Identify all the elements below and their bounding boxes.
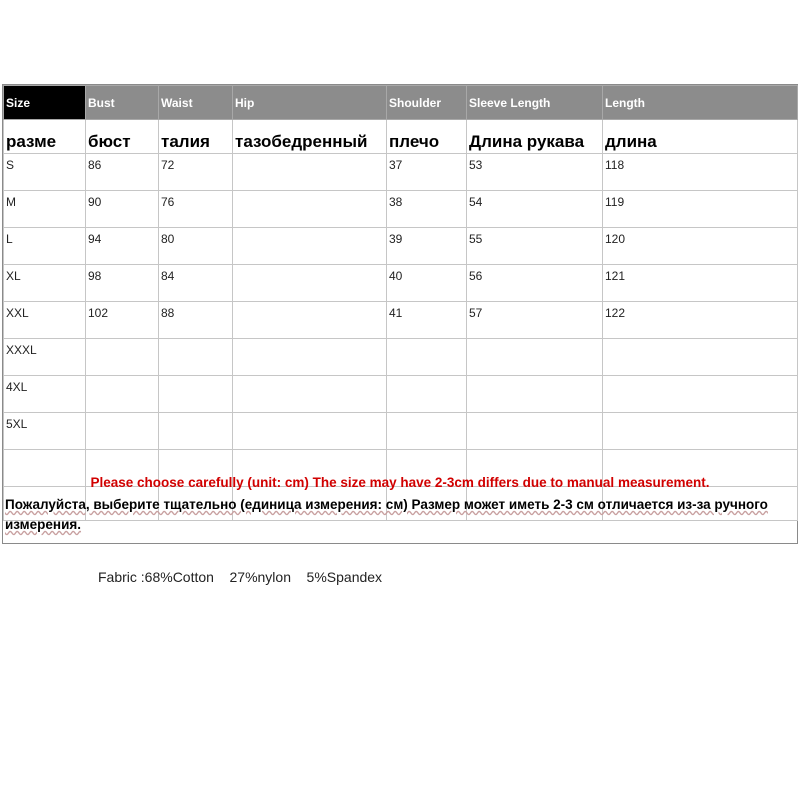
size-row-cell: 88 bbox=[159, 302, 233, 339]
size-row-cell bbox=[233, 376, 387, 413]
size-row-cell bbox=[86, 413, 159, 450]
size-row-cell: S bbox=[4, 154, 86, 191]
size-row-cell bbox=[233, 302, 387, 339]
size-row-cell bbox=[233, 413, 387, 450]
size-row-cell: 38 bbox=[387, 191, 467, 228]
size-row-cell: 90 bbox=[86, 191, 159, 228]
size-row-cell bbox=[233, 265, 387, 302]
size-row-cell: 121 bbox=[603, 265, 798, 302]
size-row-cell: L bbox=[4, 228, 86, 265]
size-row-cell bbox=[233, 228, 387, 265]
size-row-cell: 98 bbox=[86, 265, 159, 302]
size-row-cell bbox=[233, 339, 387, 376]
size-row-cell bbox=[159, 413, 233, 450]
size-row-cell: 76 bbox=[159, 191, 233, 228]
size-row-cell: 122 bbox=[603, 302, 798, 339]
size-row bbox=[4, 228, 798, 265]
size-row-cell: M bbox=[4, 191, 86, 228]
header-row-cell: Bust bbox=[86, 86, 159, 120]
size-row-cell bbox=[387, 339, 467, 376]
russian-header-row-cell: разме bbox=[4, 120, 86, 154]
size-row bbox=[4, 376, 798, 413]
size-row bbox=[4, 191, 798, 228]
size-row-cell: XXL bbox=[4, 302, 86, 339]
header-row-cell: Sleeve Length bbox=[467, 86, 603, 120]
size-table bbox=[3, 85, 798, 521]
header-row-cell: Waist bbox=[159, 86, 233, 120]
size-row-cell bbox=[86, 339, 159, 376]
header-row-cell: Hip bbox=[233, 86, 387, 120]
size-row-cell: 94 bbox=[86, 228, 159, 265]
russian-header-row-cell: бюст bbox=[86, 120, 159, 154]
note-english: Please choose carefully (unit: cm) The size may have 2-3cm differs due to manual measurement. bbox=[90, 475, 710, 490]
size-row-cell bbox=[159, 339, 233, 376]
size-row-cell bbox=[233, 191, 387, 228]
size-row bbox=[4, 154, 798, 191]
fabric-composition: Fabric :68%Cotton 27%nylon 5%Spandex bbox=[98, 569, 383, 585]
size-row-cell: 40 bbox=[387, 265, 467, 302]
size-row-cell: 56 bbox=[467, 265, 603, 302]
size-row-cell: 80 bbox=[159, 228, 233, 265]
size-row-cell bbox=[233, 154, 387, 191]
russian-header-row bbox=[4, 120, 798, 154]
size-row-cell: 54 bbox=[467, 191, 603, 228]
note-russian: Пожалуйста, выберите тщательно (единица измерения: см) Размер может иметь 2-3 см отличается из-за ручного измерения. bbox=[5, 497, 768, 532]
size-row bbox=[4, 339, 798, 376]
size-row-cell: XL bbox=[4, 265, 86, 302]
size-row-cell bbox=[467, 413, 603, 450]
size-row-cell: 118 bbox=[603, 154, 798, 191]
size-row-cell: 57 bbox=[467, 302, 603, 339]
size-row-cell: 84 bbox=[159, 265, 233, 302]
measurement-note bbox=[3, 467, 797, 535]
russian-header-row-cell: талия bbox=[159, 120, 233, 154]
russian-header-row-cell: Длина рукава bbox=[467, 120, 603, 154]
size-row-cell: 4XL bbox=[4, 376, 86, 413]
size-row-cell bbox=[159, 376, 233, 413]
header-row-cell: Size bbox=[4, 86, 86, 120]
size-row-cell: 72 bbox=[159, 154, 233, 191]
size-row-cell: 41 bbox=[387, 302, 467, 339]
size-row-cell: 119 bbox=[603, 191, 798, 228]
size-row-cell: 39 bbox=[387, 228, 467, 265]
size-row-cell bbox=[603, 413, 798, 450]
size-row-cell bbox=[467, 376, 603, 413]
header-row-cell: Length bbox=[603, 86, 798, 120]
size-row-cell bbox=[603, 376, 798, 413]
size-row-cell: 120 bbox=[603, 228, 798, 265]
size-row-cell: 53 bbox=[467, 154, 603, 191]
size-row-cell: 5XL bbox=[4, 413, 86, 450]
size-row-cell: 86 bbox=[86, 154, 159, 191]
size-row bbox=[4, 413, 798, 450]
size-row-cell bbox=[387, 376, 467, 413]
russian-header-row-cell: длина bbox=[603, 120, 798, 154]
header-row bbox=[4, 86, 798, 120]
size-row-cell: 37 bbox=[387, 154, 467, 191]
size-row-cell bbox=[86, 376, 159, 413]
size-row-cell: 55 bbox=[467, 228, 603, 265]
size-row-cell bbox=[467, 339, 603, 376]
size-row-cell: XXXL bbox=[4, 339, 86, 376]
size-row-cell bbox=[603, 339, 798, 376]
size-row bbox=[4, 302, 798, 339]
size-row-cell: 102 bbox=[86, 302, 159, 339]
size-row bbox=[4, 265, 798, 302]
russian-header-row-cell: плечо bbox=[387, 120, 467, 154]
size-chart bbox=[2, 84, 798, 544]
size-row-cell bbox=[387, 413, 467, 450]
russian-header-row-cell: тазобедренный bbox=[233, 120, 387, 154]
header-row-cell: Shoulder bbox=[387, 86, 467, 120]
